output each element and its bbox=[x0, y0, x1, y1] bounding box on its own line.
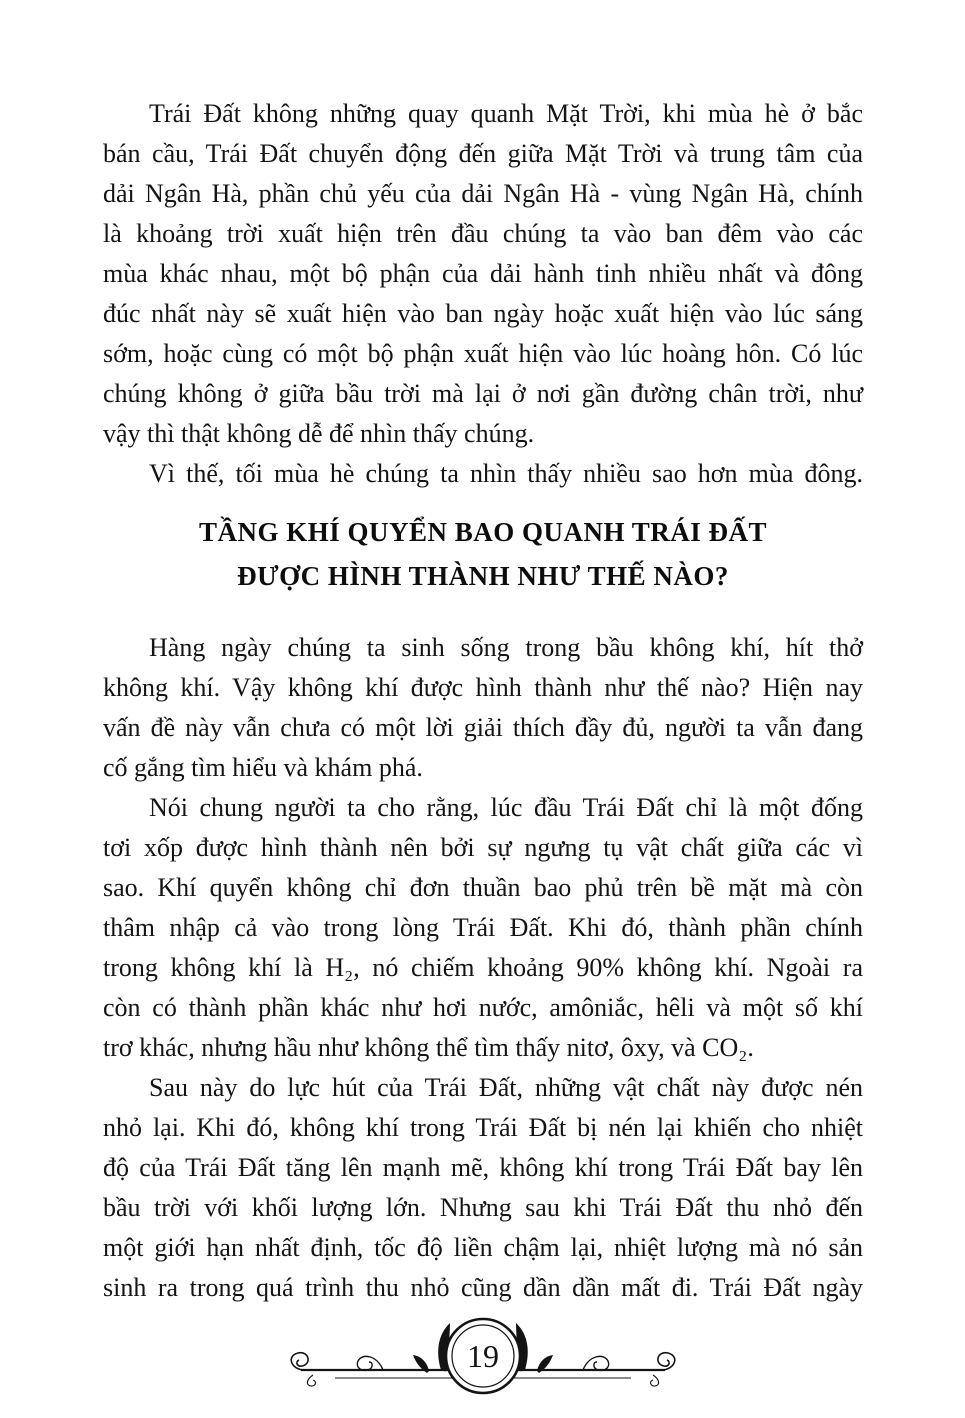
text-line: sớm, hoặc cùng có một bộ phận xuất hiện vào lúc hoàng hôn. Có lúc bbox=[103, 339, 863, 368]
text-line: thâm nhập cả vào trong lòng Trái Đất. Khi đó, thành phần chính bbox=[103, 913, 863, 942]
text-line: nhỏ lại. Khi đó, không khí trong Trái Đất bị nén lại khiến cho nhiệt bbox=[103, 1113, 863, 1142]
text-line: bầu trời với khối lượng lớn. Nhưng sau khi Trái Đất thu nhỏ đến bbox=[103, 1193, 863, 1222]
text-line: vậy thì thật không dễ để nhìn thấy chúng. bbox=[103, 419, 535, 448]
paragraph-3 bbox=[103, 628, 863, 788]
text-line: trong không khí là H₂, nó chiếm khoảng 90% không khí. Ngoài ra bbox=[103, 953, 863, 982]
flourish-ornament-icon bbox=[283, 1312, 683, 1407]
text-line: là khoảng trời xuất hiện trên đầu chúng ta vào ban đêm vào các bbox=[103, 219, 863, 248]
text-line: Hàng ngày chúng ta sinh sống trong bầu không khí, hít thở bbox=[149, 633, 863, 662]
text-line: Vì thế, tối mùa hè chúng ta nhìn thấy nhiều sao hơn mùa đông. bbox=[149, 459, 863, 488]
page-footer-ornament bbox=[103, 1312, 863, 1407]
paragraph-4 bbox=[103, 788, 863, 1068]
paragraph-1 bbox=[103, 94, 863, 454]
text-line: bán cầu, Trái Đất chuyển động đến giữa Mặt Trời và trung tâm của bbox=[103, 139, 863, 168]
text-line: độ của Trái Đất tăng lên mạnh mẽ, không khí trong Trái Đất bay lên bbox=[103, 1153, 863, 1182]
text-line: còn có thành phần khác như hơi nước, amôniắc, hêli và một số khí bbox=[103, 993, 863, 1022]
paragraph-2 bbox=[103, 454, 863, 494]
text-line: trơ khác, nhưng hầu như không thể tìm thấy nitơ, ôxy, và CO₂. bbox=[103, 1033, 754, 1062]
text-line: sinh ra trong quá trình thu nhỏ cũng dần dần mất đi. Trái Đất ngày bbox=[103, 1273, 863, 1302]
text-line: Nói chung người ta cho rằng, lúc đầu Trái Đất chỉ là một đống bbox=[149, 793, 863, 822]
page-number: 19 bbox=[467, 1338, 499, 1374]
text-line: mùa khác nhau, một bộ phận của dải hành tinh nhiều nhất và đông bbox=[103, 259, 863, 288]
text-line: không khí. Vậy không khí được hình thành như thế nào? Hiện nay bbox=[103, 673, 863, 702]
section-heading bbox=[103, 510, 863, 598]
section-heading-line-2: ĐƯỢC HÌNH THÀNH NHƯ THẾ NÀO? bbox=[237, 561, 729, 591]
text-line: Trái Đất không những quay quanh Mặt Trời, khi mùa hè ở bắc bbox=[149, 99, 863, 128]
text-line: Sau này do lực hút của Trái Đất, những vật chất này được nén bbox=[149, 1073, 863, 1102]
text-line: tơi xốp được hình thành nên bởi sự ngưng tụ vật chất giữa các vì bbox=[103, 833, 863, 862]
paragraph-5 bbox=[103, 1068, 863, 1308]
text-line: cố gắng tìm hiểu và khám phá. bbox=[103, 753, 423, 782]
text-line: sao. Khí quyển không chỉ đơn thuần bao phủ trên bề mặt mà còn bbox=[103, 873, 863, 902]
text-line: chúng không ở giữa bầu trời mà lại ở nơi gần đường chân trời, như bbox=[103, 379, 863, 408]
text-column bbox=[103, 94, 863, 1407]
text-line: dải Ngân Hà, phần chủ yếu của dải Ngân Hà - vùng Ngân Hà, chính bbox=[103, 179, 863, 208]
text-line: vấn đề này vẫn chưa có một lời giải thích đầy đủ, người ta vẫn đang bbox=[103, 713, 863, 742]
text-line: một giới hạn nhất định, tốc độ liền chậm lại, nhiệt lượng mà nó sản bbox=[103, 1233, 863, 1262]
section-heading-line-1: TẦNG KHÍ QUYỂN BAO QUANH TRÁI ĐẤT bbox=[198, 517, 768, 547]
text-line: đúc nhất này sẽ xuất hiện vào ban ngày hoặc xuất hiện vào lúc sáng bbox=[103, 299, 863, 328]
